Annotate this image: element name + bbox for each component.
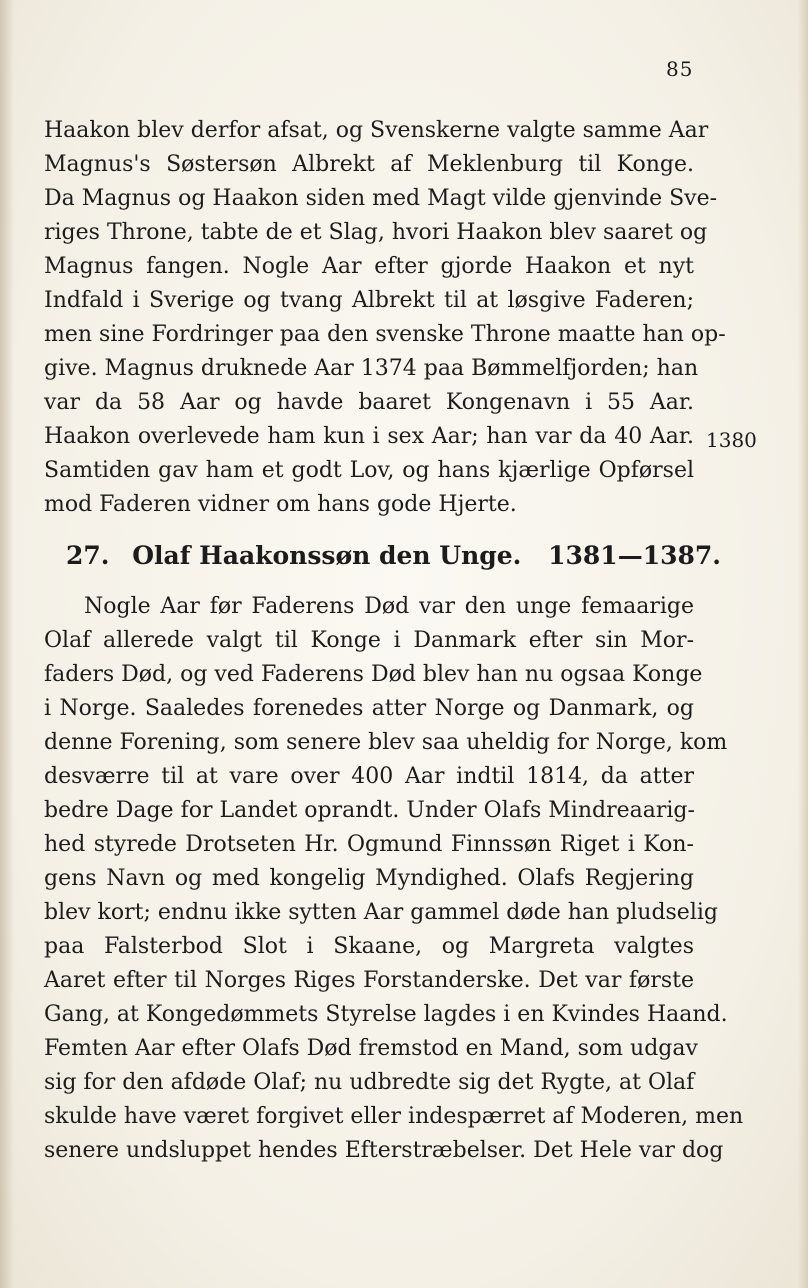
text-line: Da Magnus og Haakon siden med Magt vilde gjenvinde Sve- xyxy=(44,186,718,211)
section-heading xyxy=(66,536,721,576)
text-line: Olaf allerede valgt til Konge i Danmark efter sin Mor- xyxy=(44,628,694,653)
text-line: riges Throne, tabte de et Slag, hvori Haakon blev saaret og xyxy=(44,220,708,245)
text-line: Aaret efter til Norges Riges Forstanderske. Det var første xyxy=(44,968,694,993)
text-line: desværre til at vare over 400 Aar indtil 1814, da atter xyxy=(44,764,694,789)
text-line: faders Død, og ved Faderens Død blev han nu ogsaa Konge xyxy=(44,662,703,687)
text-line: Haakon overlevede ham kun i sex Aar; han var da 40 Aar. xyxy=(44,424,694,449)
text-line: Femten Aar efter Olafs Død fremstod en Mand, som udgav xyxy=(44,1036,698,1061)
page-right-edge xyxy=(798,0,808,1288)
text-line: blev kort; endnu ikke sytten Aar gammel døde han pludselig xyxy=(44,900,718,925)
text-line: hed styrede Drotseten Hr. Ogmund Finnssøn Riget i Kon- xyxy=(44,832,694,857)
text-line: Gang, at Kongedømmets Styrelse lagdes i en Kvindes Haand. xyxy=(44,1002,728,1027)
text-line: men sine Fordringer paa den svenske Throne maatte han op- xyxy=(44,322,726,347)
text-line: gens Navn og med kongelig Myndighed. Olafs Regjering xyxy=(44,866,694,891)
text-line: Indfald i Sverige og tvang Albrekt til at løsgive Faderen; xyxy=(44,288,694,313)
page-left-edge xyxy=(0,0,14,1288)
section-number: 27. xyxy=(66,541,110,570)
margin-year-note: 1380 xyxy=(706,428,757,452)
text-line: denne Forening, som senere blev saa uheldig for Norge, kom xyxy=(44,730,728,755)
text-line: skulde have været forgivet eller indespærret af Moderen, men xyxy=(44,1104,744,1129)
paragraph-1 xyxy=(44,114,726,522)
text-line: Nogle Aar før Faderens Død var den unge femaarige xyxy=(84,594,694,619)
text-line: Magnus fangen. Nogle Aar efter gjorde Haakon et nyt xyxy=(44,254,694,279)
paragraph-2 xyxy=(44,590,744,1168)
text-line: Magnus's Søstersøn Albrekt af Meklenburg til Konge. xyxy=(44,152,694,177)
text-line: Haakon blev derfor afsat, og Svenskerne valgte samme Aar xyxy=(44,118,709,143)
text-line: i Norge. Saaledes forenedes atter Norge og Danmark, og xyxy=(44,696,694,721)
text-line: var da 58 Aar og havde baaret Kongenavn i 55 Aar. xyxy=(44,390,694,415)
section-title: Olaf Haakonssøn den Unge. xyxy=(132,541,522,570)
text-line: bedre Dage for Landet oprandt. Under Olafs Mindreaarig- xyxy=(44,798,695,823)
text-line: senere undsluppet hendes Efterstræbelser. Det Hele var dog xyxy=(44,1138,724,1163)
section-years: 1381—1387. xyxy=(548,541,721,570)
text-line: mod Faderen vidner om hans gode Hjerte. xyxy=(44,492,517,517)
text-line: give. Magnus druknede Aar 1374 paa Bømmelfjorden; han xyxy=(44,356,699,381)
text-line: sig for den afdøde Olaf; nu udbredte sig det Rygte, at Olaf xyxy=(44,1070,695,1095)
text-line: paa Falsterbod Slot i Skaane, og Margreta valgtes xyxy=(44,934,694,959)
page-number: 85 xyxy=(666,57,694,81)
text-line: Samtiden gav ham et godt Lov, og hans kjærlige Opførsel xyxy=(44,458,694,483)
